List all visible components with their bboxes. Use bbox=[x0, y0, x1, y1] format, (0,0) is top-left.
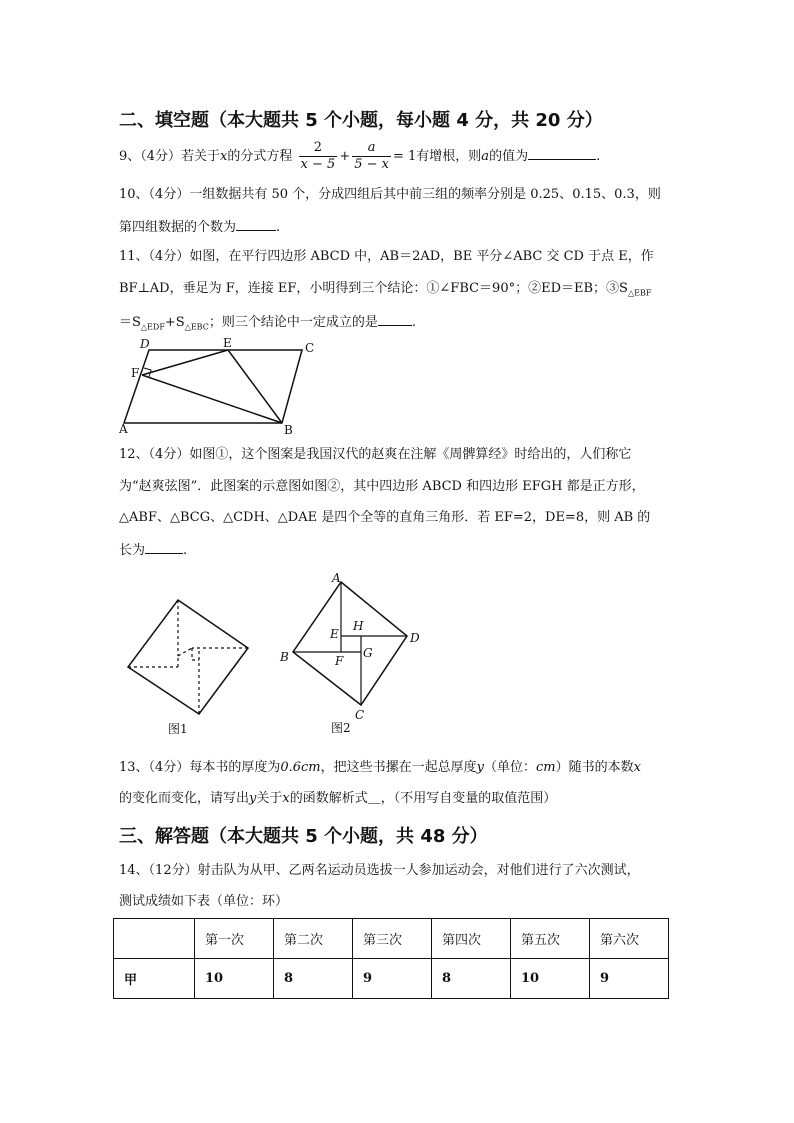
question-9 bbox=[119, 140, 600, 173]
q11-line-3-b: +S bbox=[164, 315, 185, 330]
q13-var-y-2: y bbox=[249, 791, 257, 806]
table-cell: 8 bbox=[432, 959, 511, 999]
q11-line-1: 11、（4分）如图，在平行四边形 ABCD 中，AB＝2AD，BE 平分∠ABC 交 CD 于点 E，作 bbox=[119, 249, 654, 264]
label-b: B bbox=[284, 423, 293, 437]
q14-line-1: 14、（12分）射击队为从甲、乙两名运动员选拔一人参加运动会，对他们进行了六次测试， bbox=[119, 863, 640, 878]
table-header-cell: 第五次 bbox=[511, 919, 590, 959]
q13-unit: cm bbox=[536, 760, 556, 775]
label-f: F bbox=[131, 366, 140, 380]
label-e: E bbox=[223, 336, 232, 350]
q11-line-2 bbox=[119, 281, 651, 302]
table-header-cell: 第六次 bbox=[590, 919, 669, 959]
q13-var-y: y bbox=[476, 760, 484, 775]
table-header-cell: 第一次 bbox=[195, 919, 274, 959]
q12-end: . bbox=[183, 543, 188, 558]
q12-figure-2 bbox=[275, 572, 425, 737]
fig2-label-b: B bbox=[280, 650, 289, 664]
q13-text-e: 的变化而变化，请写出 bbox=[119, 791, 250, 806]
table-header-cell bbox=[114, 919, 195, 959]
fig2-label-d: D bbox=[410, 631, 420, 645]
q9-fraction-2 bbox=[352, 140, 391, 173]
q11-parallelogram-figure bbox=[110, 333, 320, 438]
fig2-label-a: A bbox=[332, 571, 341, 585]
q9-mid: 的分式方程 bbox=[227, 149, 293, 164]
q11-answer-blank[interactable] bbox=[378, 313, 412, 326]
q9-answer-blank[interactable] bbox=[528, 147, 596, 160]
q9-frac2-denominator: 5 − x bbox=[354, 157, 389, 172]
fig2-label-h: H bbox=[353, 619, 364, 633]
q9-frac1-numerator: 2 bbox=[299, 140, 338, 157]
q9-suffix: 有增根，则 bbox=[416, 149, 482, 164]
q12-line-4 bbox=[119, 541, 187, 559]
q9-var-x: x bbox=[220, 149, 228, 164]
q11-line-3-c: ；则三个结论中一定成立的是 bbox=[208, 315, 378, 330]
segment-eb bbox=[228, 350, 282, 423]
q13-var-x-2: x bbox=[282, 791, 290, 806]
q10-end: . bbox=[276, 220, 281, 235]
table-header-row bbox=[114, 919, 669, 959]
q13-text-f: 关于 bbox=[256, 791, 283, 806]
q11-end: . bbox=[411, 315, 416, 330]
segment-fe bbox=[142, 350, 228, 375]
q12-figure-1 bbox=[120, 596, 260, 741]
q12-line-2: 为“赵爽弦图”．此图案的示意图如图②，其中四边形 ABCD 和四边形 EFGH 都是正方形， bbox=[119, 479, 645, 494]
q10-line-2-text: 第四组数据的个数为 bbox=[119, 220, 237, 235]
q12-answer-blank[interactable] bbox=[145, 541, 183, 554]
fig2-label-c: C bbox=[355, 708, 365, 722]
q13-text-c: （单位： bbox=[484, 760, 537, 775]
table-cell: 9 bbox=[590, 959, 669, 999]
label-a: A bbox=[119, 422, 128, 436]
q13-line-1 bbox=[119, 760, 641, 776]
table-row bbox=[114, 959, 669, 999]
q13-var-x: x bbox=[633, 760, 641, 775]
q14-line-2: 测试成绩如下表（单位：环） bbox=[119, 894, 289, 909]
q10-answer-blank[interactable] bbox=[236, 218, 276, 231]
table-cell: 9 bbox=[353, 959, 432, 999]
q13-text-a: 13、（4分）每本书的厚度为 bbox=[119, 760, 281, 775]
table-cell: 10 bbox=[511, 959, 590, 999]
section-3-title: 三、解答题（本大题共 5 个小题，共 48 分） bbox=[119, 826, 488, 847]
parallelogram-abcd bbox=[124, 350, 302, 423]
q13-thickness: 0.6cm bbox=[280, 760, 321, 775]
score-table bbox=[113, 918, 669, 999]
q9-frac2-numerator: a bbox=[352, 140, 391, 157]
q13-line-2 bbox=[119, 791, 556, 807]
q11-line-3-a: ＝S bbox=[119, 315, 141, 330]
q9-prefix: 9、（4分）若关于 bbox=[119, 149, 221, 164]
fig1-outer-square bbox=[128, 600, 248, 714]
q11-sub-ebf: △EBF bbox=[627, 288, 652, 298]
q10-line-1: 10、（4分）一组数据共有 50 个，分成四组后其中前三组的频率分别是 0.25、0.15、0.3，则 bbox=[119, 187, 661, 202]
label-c: C bbox=[305, 341, 315, 355]
q10-line-2 bbox=[119, 218, 280, 236]
segment-bf bbox=[142, 375, 282, 423]
q11-sub-ebc: △EBC bbox=[184, 322, 209, 332]
q9-frac1-denominator: x − 5 bbox=[300, 157, 336, 172]
fig2-square-abcd bbox=[293, 582, 407, 705]
fig2-caption: 图2 bbox=[331, 721, 351, 735]
q13-text-d: ）随书的本数 bbox=[555, 760, 634, 775]
fig1-dash-5 bbox=[178, 648, 192, 656]
q9-fraction-1 bbox=[299, 140, 338, 173]
table-cell: 甲 bbox=[114, 959, 195, 999]
q9-tail: 的值为 bbox=[489, 149, 529, 164]
q12-line-1: 12、（4分）如图①，这个图案是我国汉代的赵爽在注解《周髀算经》时给出的，人们称它 bbox=[119, 447, 632, 462]
q11-sub-edf: △EDF bbox=[140, 322, 165, 332]
q12-line-3: △ABF、△BCG、△CDH、△DAE 是四个全等的直角三角形．若 EF=2，DE=8，则 AB 的 bbox=[119, 510, 651, 525]
q13-text-b: ，把这些书摞在一起总厚度 bbox=[320, 760, 477, 775]
fig2-label-f: F bbox=[335, 654, 344, 668]
q9-plus: + bbox=[339, 149, 351, 164]
q13-text-g: 的函数解析式＿，（不用写自变量的取值范围） bbox=[289, 791, 557, 806]
section-2-title: 二、填空题（本大题共 5 个小题，每小题 4 分，共 20 分） bbox=[119, 110, 603, 131]
q9-end: . bbox=[596, 149, 601, 164]
fig2-label-g: G bbox=[363, 646, 373, 660]
fig1-caption: 图1 bbox=[168, 722, 188, 736]
q9-equals: = 1 bbox=[392, 149, 417, 164]
table-header-cell: 第三次 bbox=[353, 919, 432, 959]
fig2-label-e: E bbox=[330, 627, 339, 641]
label-d: D bbox=[140, 337, 150, 351]
table-cell: 8 bbox=[274, 959, 353, 999]
q12-line-4-text: 长为 bbox=[119, 543, 146, 558]
table-header-cell: 第四次 bbox=[432, 919, 511, 959]
table-cell: 10 bbox=[195, 959, 274, 999]
table-header-cell: 第二次 bbox=[274, 919, 353, 959]
q9-var-a: a bbox=[481, 149, 490, 164]
q11-line-2-text: BF⊥AD，垂足为 F，连接 EF，小明得到三个结论：①∠FBC＝90°；②ED＝EB；③S bbox=[119, 281, 628, 296]
